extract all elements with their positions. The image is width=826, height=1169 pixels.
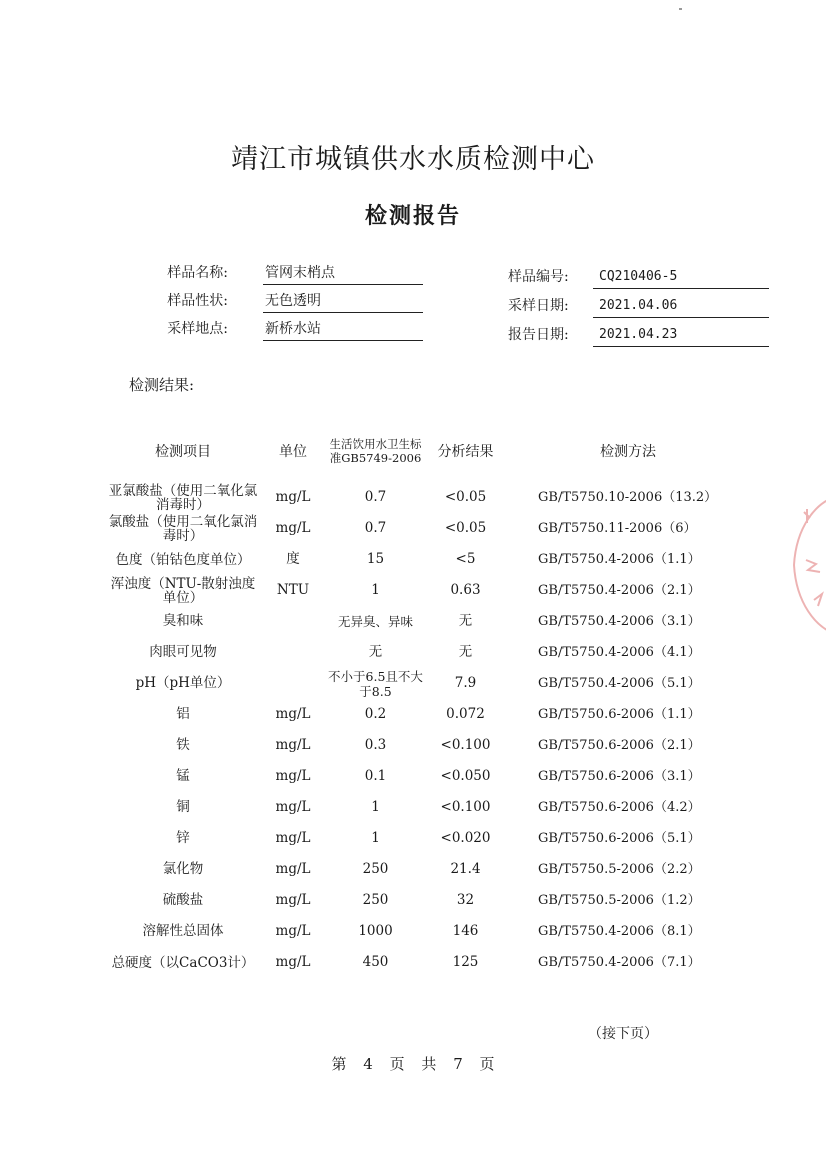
cell-item: 锰: [176, 768, 190, 784]
cell-standard: 1000: [358, 923, 393, 939]
cell-result: <5: [455, 551, 476, 567]
table-row: [108, 544, 748, 575]
cell-method: GB/T5750.6-2006（5.1）: [538, 831, 701, 846]
cell-unit: mg/L: [275, 706, 311, 722]
sampling-date-field: [508, 295, 770, 317]
report-title: 检测报告: [364, 203, 461, 229]
cell-unit: mg/L: [275, 489, 311, 505]
cell-result: <0.05: [444, 489, 487, 505]
cell-standard: 1: [371, 582, 380, 598]
sample-number-field: [508, 266, 770, 288]
cell-result: 0.072: [446, 706, 485, 722]
cell-unit: mg/L: [275, 737, 311, 753]
cell-standard: 0.2: [364, 706, 387, 722]
page-footer: [0, 1053, 826, 1074]
cell-item: 溶解性总固体: [142, 923, 224, 939]
cell-result: 无: [458, 613, 473, 629]
table-row: [108, 916, 748, 947]
table-row: [108, 947, 748, 978]
table-row: [108, 761, 748, 792]
cell-item: 臭和味: [162, 613, 204, 629]
cell-unit: mg/L: [275, 830, 311, 846]
cell-result: 125: [452, 954, 479, 970]
cell-unit: [258, 606, 328, 637]
cell-standard: 15: [366, 551, 385, 567]
sample-number-value: CQ210406-5: [593, 266, 769, 289]
cell-unit: [258, 637, 328, 668]
cell-method: GB/T5750.6-2006（3.1）: [538, 769, 701, 784]
cell-method: GB/T5750.11-2006（6）: [538, 521, 697, 536]
cell-result: <0.050: [440, 768, 491, 784]
cell-method: GB/T5750.4-2006（3.1）: [538, 614, 701, 629]
cell-unit: [258, 668, 328, 699]
sample-appearance-label: 样品性状:: [167, 293, 228, 309]
cell-standard: 不小于6.5且不大于8.5: [328, 668, 423, 699]
cell-item: 浑浊度（NTU-散射浊度单位）: [110, 575, 256, 606]
col-header-result: 分析结果: [437, 444, 494, 460]
cell-standard: 0.7: [364, 520, 387, 536]
cell-unit: mg/L: [275, 861, 311, 877]
sample-appearance-field: [163, 290, 428, 312]
cell-result: <0.100: [440, 799, 491, 815]
cell-standard: 0.7: [364, 489, 387, 505]
sampling-location-field: [163, 318, 428, 340]
cell-method: GB/T5750.6-2006（4.2）: [538, 800, 701, 815]
cell-method: GB/T5750.5-2006（1.2）: [538, 893, 701, 908]
table-row: [108, 606, 748, 637]
cell-standard: 无: [368, 644, 383, 660]
cell-item: pH（pH单位）: [135, 675, 231, 691]
cell-result: 32: [456, 892, 475, 908]
table-row: [108, 513, 748, 544]
table-row: [108, 885, 748, 916]
report-date-field: [508, 324, 770, 346]
cell-item: 肉眼可见物: [149, 644, 217, 660]
results-label: 检测结果:: [129, 376, 195, 394]
results-table: [108, 420, 748, 978]
cell-item: 锌: [176, 830, 190, 846]
cell-result: 0.63: [450, 582, 481, 598]
col-header-standard: 生活饮用水卫生标准GB5749-2006: [329, 437, 422, 465]
cell-result: 无: [458, 644, 473, 660]
col-header-item: 检测项目: [155, 444, 211, 460]
col-header-method: 检测方法: [600, 444, 656, 460]
sampling-location-value: 新桥水站: [263, 318, 423, 341]
red-seal-stamp: [784, 490, 826, 640]
cell-unit: mg/L: [275, 768, 311, 784]
cell-standard: 无异臭、异味: [337, 614, 413, 629]
cell-standard: 0.3: [364, 737, 387, 753]
cell-standard: 0.1: [364, 768, 387, 784]
cell-result: <0.05: [444, 520, 487, 536]
table-row: [108, 823, 748, 854]
cell-method: GB/T5750.4-2006（4.1）: [538, 645, 701, 660]
cell-standard: 1: [371, 830, 380, 846]
sampling-date-label: 采样日期:: [508, 298, 569, 314]
cell-method: GB/T5750.4-2006（8.1）: [538, 924, 701, 939]
cell-unit: mg/L: [275, 799, 311, 815]
footer-page-number: 4: [363, 1055, 373, 1073]
cell-result: 146: [452, 923, 479, 939]
cell-item: 氯化物: [162, 861, 204, 877]
table-row: [108, 575, 748, 606]
report-date-label: 报告日期:: [508, 327, 569, 343]
cell-method: GB/T5750.4-2006（7.1）: [538, 955, 701, 970]
cell-result: <0.100: [440, 737, 491, 753]
cell-item: 亚氯酸盐（使用二氧化氯消毒时）: [108, 482, 258, 513]
table-row: [108, 730, 748, 761]
sample-name-label: 样品名称:: [167, 265, 228, 281]
footer-mid2: 共: [421, 1055, 437, 1073]
cell-item: 氯酸盐（使用二氧化氯消毒时）: [108, 513, 258, 544]
cell-item: 色度（铂钴色度单位）: [115, 551, 251, 568]
cell-unit: NTU: [276, 582, 310, 598]
cell-result: 7.9: [454, 675, 477, 691]
sampling-date-value: 2021.04.06: [593, 295, 769, 318]
footer-mid1: 页: [389, 1055, 405, 1073]
table-row: [108, 792, 748, 823]
cell-item: 硫酸盐: [162, 892, 204, 908]
cell-method: GB/T5750.4-2006（2.1）: [538, 583, 701, 598]
sample-name-value: 管网末梢点: [263, 262, 423, 285]
cell-method: GB/T5750.10-2006（13.2）: [538, 490, 718, 505]
results-header-row: [108, 420, 748, 482]
cell-standard: 250: [362, 892, 389, 908]
col-header-unit: 单位: [279, 444, 307, 460]
cell-unit: mg/L: [275, 923, 311, 939]
cell-result: <0.020: [440, 830, 491, 846]
table-row: [108, 637, 748, 668]
cell-unit: mg/L: [275, 892, 311, 908]
org-title: 靖江市城镇供水水质检测中心: [231, 144, 595, 175]
table-row: [108, 482, 748, 513]
cell-standard: 250: [362, 861, 389, 877]
cell-method: GB/T5750.6-2006（2.1）: [538, 738, 701, 753]
cell-item: 总硬度（以CaCO3计）: [111, 954, 255, 971]
sample-number-label: 样品编号:: [508, 269, 569, 285]
footer-total-pages: 7: [453, 1055, 463, 1073]
footer-suffix: 页: [479, 1055, 495, 1073]
cell-method: GB/T5750.4-2006（5.1）: [538, 676, 701, 691]
cell-method: GB/T5750.6-2006（1.1）: [538, 707, 701, 722]
sampling-location-label: 采样地点:: [167, 321, 228, 337]
cell-item: 铝: [176, 706, 190, 722]
table-row: [108, 854, 748, 885]
scan-speck: [679, 8, 682, 10]
cell-unit: mg/L: [275, 954, 311, 970]
footer-prefix: 第: [331, 1055, 347, 1073]
cell-item: 铁: [176, 737, 190, 753]
cell-unit: 度: [286, 551, 300, 567]
cell-item: 铜: [176, 799, 190, 815]
cell-unit: mg/L: [275, 520, 311, 536]
cell-result: 21.4: [450, 861, 481, 877]
table-row: [108, 699, 748, 730]
cell-method: GB/T5750.5-2006（2.2）: [538, 862, 701, 877]
continued-note: （接下页）: [588, 1026, 658, 1042]
sample-appearance-value: 无色透明: [263, 290, 423, 313]
cell-standard: 1: [371, 799, 380, 815]
cell-standard: 450: [362, 954, 389, 970]
table-row: [108, 668, 748, 699]
report-date-value: 2021.04.23: [593, 324, 769, 347]
sample-name-field: [163, 262, 428, 284]
cell-method: GB/T5750.4-2006（1.1）: [538, 552, 701, 567]
